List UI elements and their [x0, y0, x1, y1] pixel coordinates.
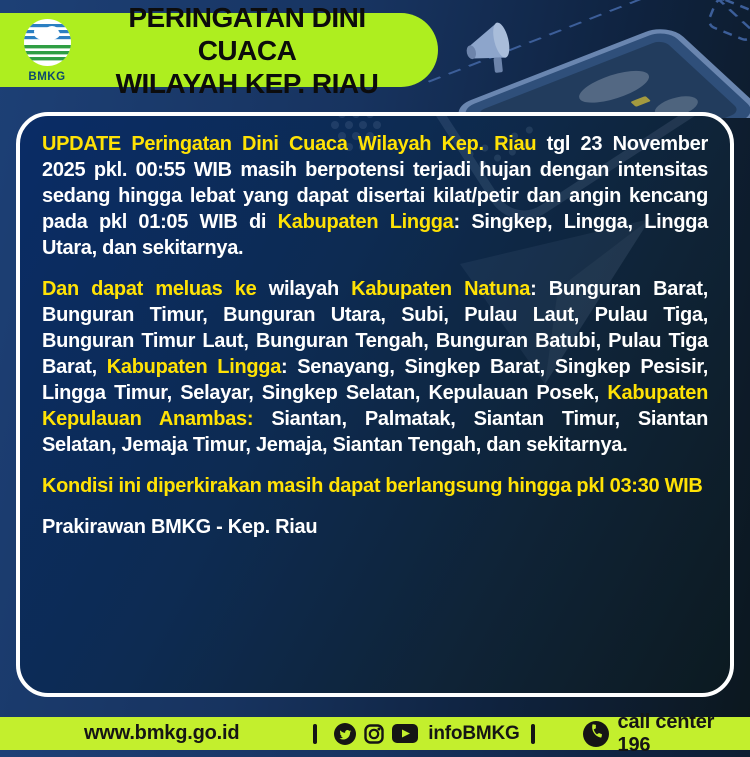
text-run: Kondisi ini diperkirakan masih dapat berlangsung hingga pkl 03:30 WIB [42, 475, 703, 497]
text-run: : Singkep, Lingga, Lingga Utara, dan sekitarnya. [42, 211, 708, 259]
title-line-2: WILAYAH KEP. RIAU [115, 67, 379, 99]
bmkg-logo-icon [24, 19, 71, 66]
phone-icon [583, 721, 609, 747]
social-group [334, 723, 519, 745]
bmkg-logo [20, 19, 74, 83]
warning-text [20, 116, 730, 540]
warning-box [16, 112, 734, 697]
text-run: Kabupaten Natuna [351, 278, 531, 300]
title-line-1: PERINGATAN DINI CUACA [128, 1, 366, 66]
isometric-phone [428, 0, 750, 118]
text-run: UPDATE Peringatan Dini Cuaca Wilayah Kep. Riau [42, 133, 537, 155]
text-run: Kabupaten Lingga [277, 211, 454, 233]
warning-paragraph [42, 473, 708, 499]
divider [531, 724, 535, 744]
warning-paragraph [42, 131, 708, 261]
instagram-icon [363, 723, 385, 745]
text-run: : Senayang, Singkep Barat, Singkep Pesisir, Lingga Timur, Selayar, Singkep Selatan, Kepulauan Posek, [42, 356, 708, 404]
text-run: : Bunguran Barat, Bunguran Timur, Bunguran Utara, Subi, Pulau Laut, Pulau Tiga, Bunguran Timur Laut, Bunguran Tengah, Bunguran Batubi, Pulau Tiga Barat, [42, 278, 708, 378]
footer-bar [0, 710, 750, 756]
text-run: Kabupaten Kepulauan Anambas: [42, 382, 708, 430]
call-center-label: call center 196 [617, 710, 715, 756]
text-run: Dan dapat meluas ke [42, 278, 257, 300]
text-run: tgl 23 November 2025 pkl. 00:55 WIB masih berpotensi terjadi hujan dengan intensitas sedang hingga lebat yang dapat disertai kilat/petir dan angin kencang pada pkl 01:05 WIB di [42, 133, 708, 233]
logo-label: BMKG [28, 71, 66, 83]
warning-paragraph [42, 514, 708, 540]
text-run: Prakirawan BMKG - Kep. Riau [42, 516, 318, 538]
megaphone-icon [462, 21, 516, 79]
text-run: wilayah [256, 278, 352, 300]
text-run: Kabupaten Lingga [106, 356, 282, 378]
text-run: Siantan, Palmatak, Siantan Timur, Siantan Selatan, Jemaja Timur, Jemaja, Siantan Tengah, dan sekitarnya. [42, 408, 708, 456]
phone-illustration [428, 0, 750, 118]
divider [313, 724, 317, 744]
social-handle-label: infoBMKG [428, 722, 520, 744]
website-label: www.bmkg.go.id [84, 722, 240, 744]
header-banner [0, 1, 438, 99]
page-title [82, 1, 412, 99]
twitter-icon [334, 723, 356, 745]
warning-paragraph [42, 276, 708, 458]
youtube-icon [392, 724, 418, 743]
